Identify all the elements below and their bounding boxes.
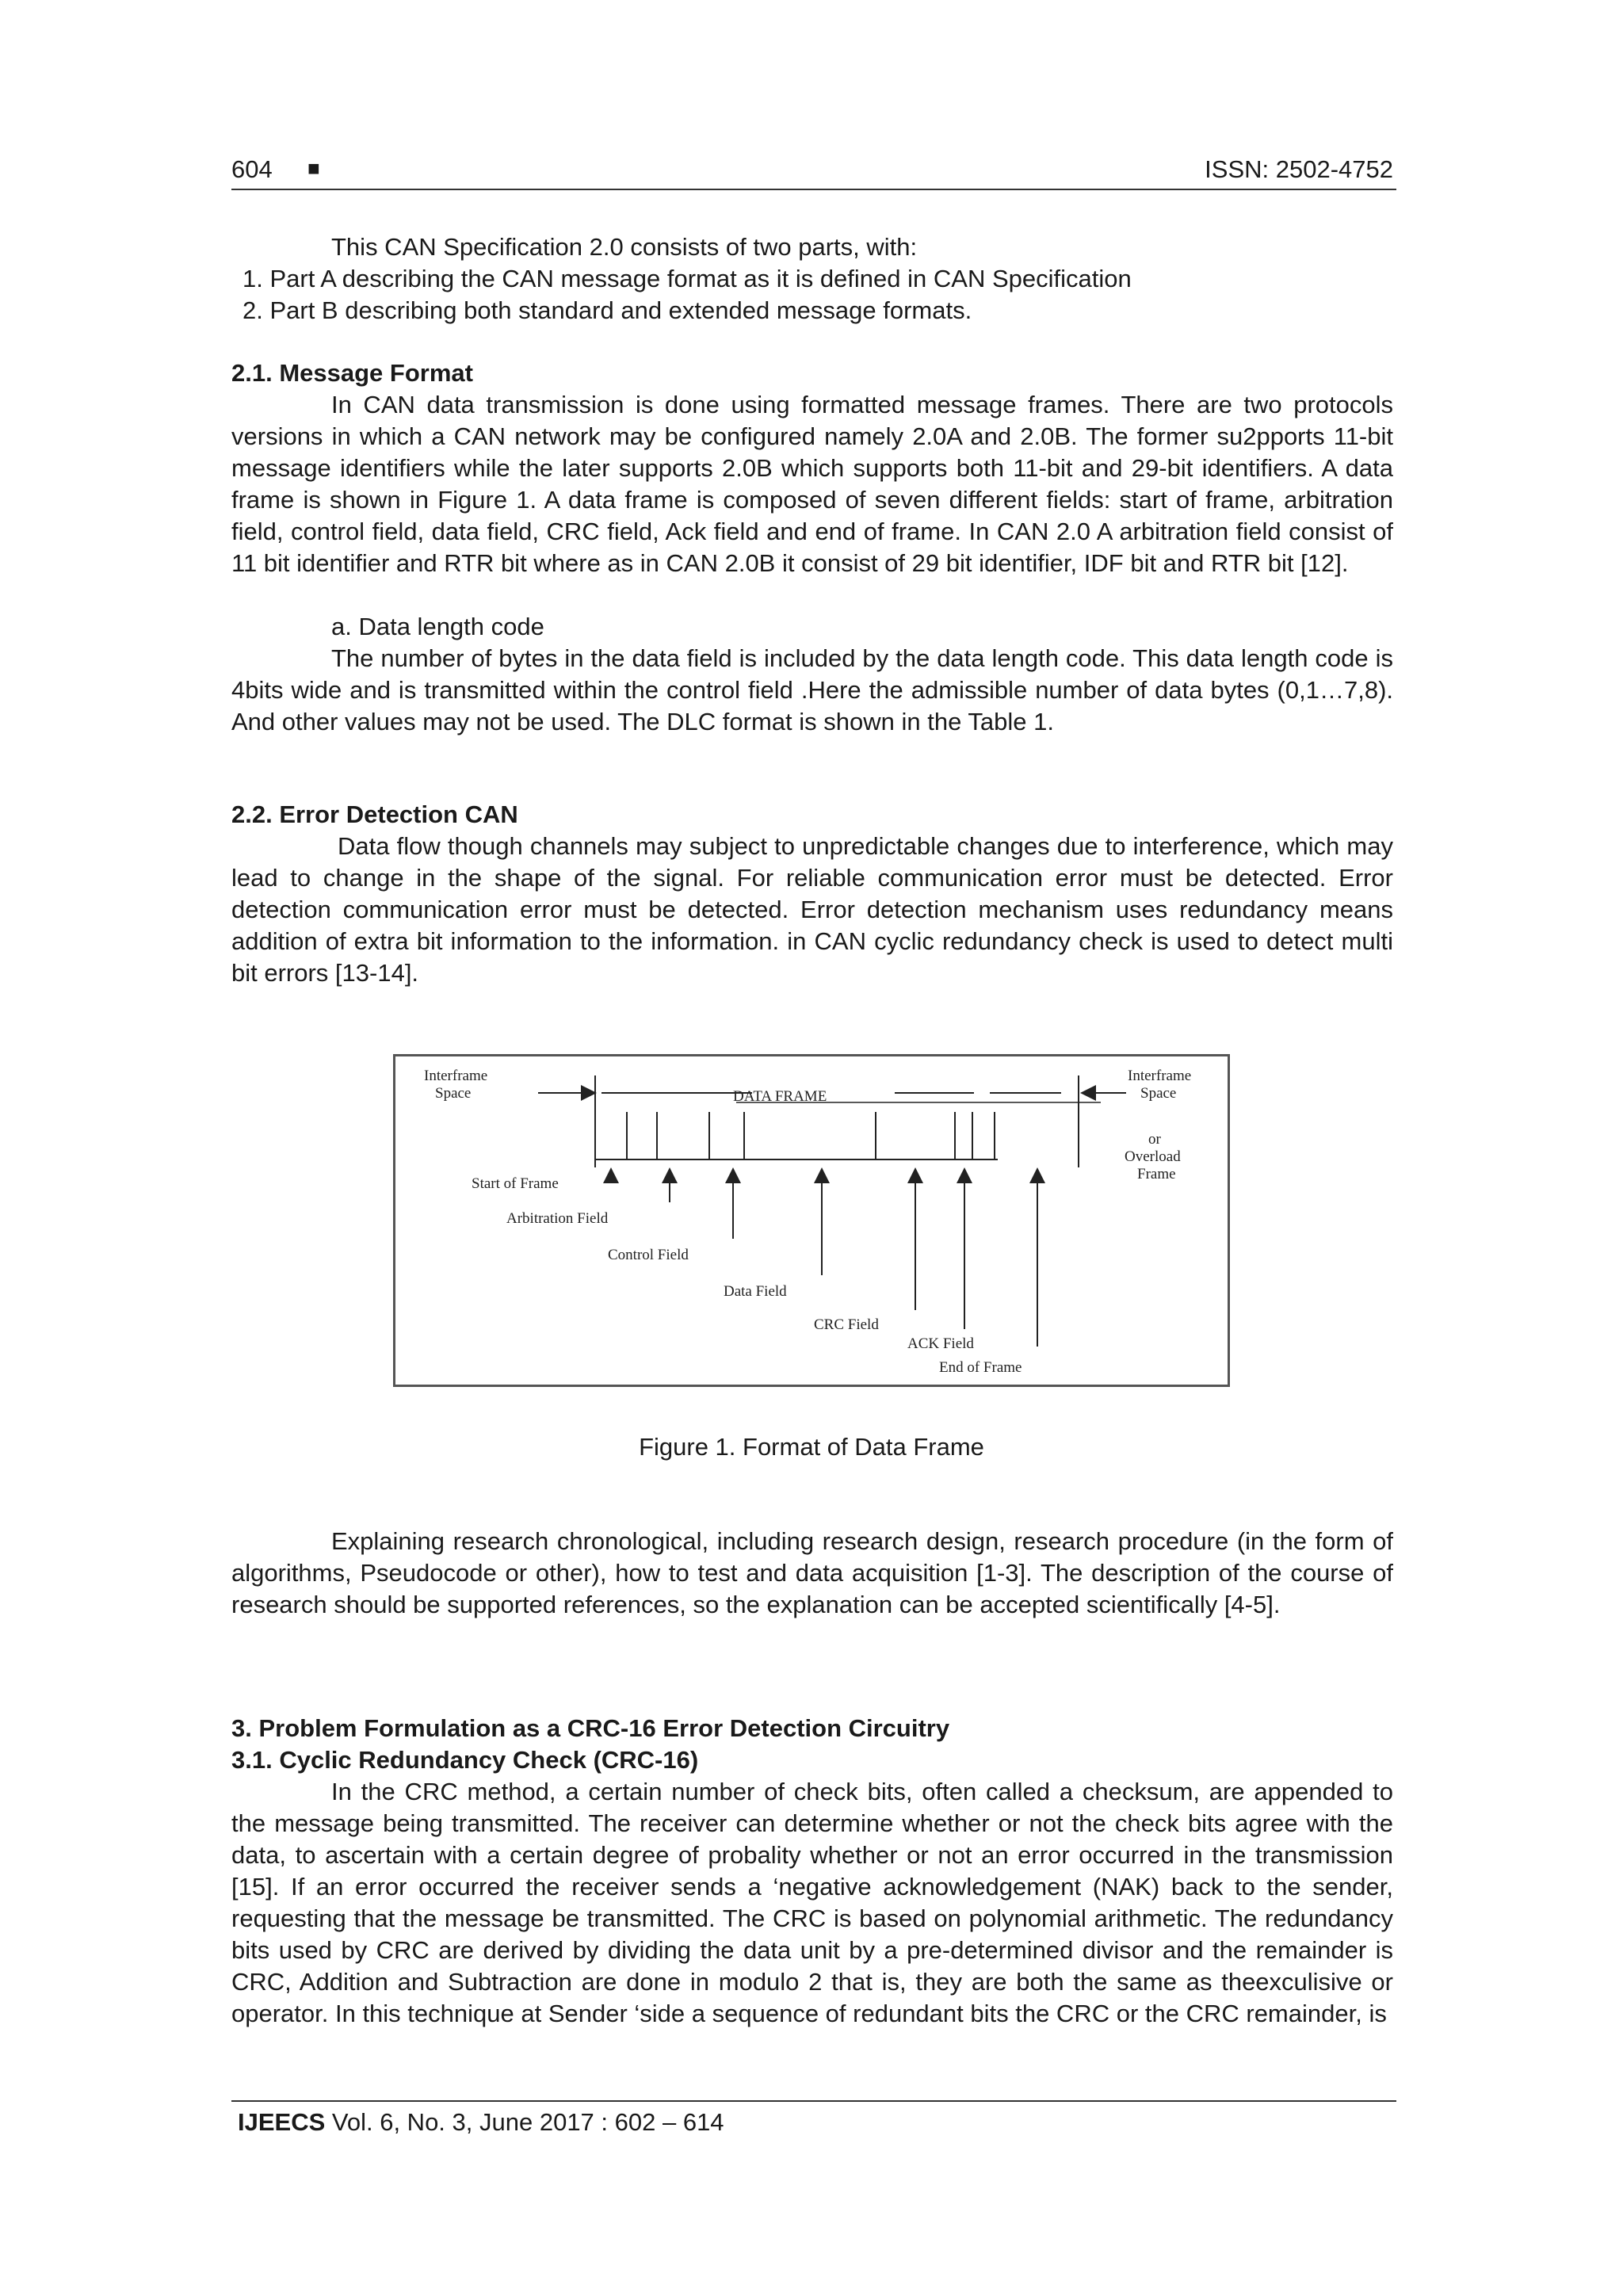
header-square-icon: ■	[307, 156, 320, 180]
label-ack-field: ACK Field	[907, 1335, 974, 1352]
label-data-frame: DATA FRAME	[733, 1088, 827, 1105]
intro-lead: This CAN Specification 2.0 consists of two parts, with:	[331, 233, 918, 261]
section-2-1-para1: In CAN data transmission is done using formatted message frames. There are two protocols versions in which a CAN network may be configured namely 2.0A and 2.0B. The former su2pports 11-bit message identifiers while the later supports 2.0B which supports both 11-bit and 29-bit identifiers. A data frame is shown in Figure 1. A data frame is composed of seven different fields: start of frame, arbitration field, control field, data field, CRC field, Ack field and end of frame. In CAN 2.0 A arbitration field consist of 11 bit identifier and RTR bit where as in CAN 2.0B it consist of 29 bit identifier, IDF bit and RTR bit [12].	[231, 391, 1393, 577]
label-or: or	[1148, 1131, 1161, 1148]
data-length-code-item: a. Data length code	[331, 613, 544, 640]
intro-item-1: 1. Part A describing the CAN message format as it is defined in CAN Specification	[242, 265, 1132, 292]
label-interframe-left-2: Space	[435, 1085, 472, 1102]
journal-name: IJEECS	[238, 2108, 326, 2136]
label-start-of-frame: Start of Frame	[472, 1175, 559, 1192]
section-2-2-heading: 2.2. Error Detection CAN	[231, 800, 518, 828]
label-arbitration-field: Arbitration Field	[506, 1210, 609, 1227]
label-crc-field: CRC Field	[814, 1316, 879, 1333]
intro-item-2: 2. Part B describing both standard and extended message formats.	[242, 296, 972, 324]
section-3-1-heading: 3.1. Cyclic Redundancy Check (CRC-16)	[231, 1746, 699, 1774]
footer-rule	[231, 2100, 1396, 2102]
volume-info: Vol. 6, No. 3, June 2017 : 602 – 614	[325, 2108, 724, 2136]
method-paragraph: Explaining research chronological, including research design, research procedure (in the form of algorithms, Pseudocode or other), how to test and data acquisition [1-3]. The description of the course of research should be supported references, so the explanation can be accepted scientifically [4-5].	[231, 1527, 1393, 1618]
label-interframe-right-2: Space	[1140, 1085, 1177, 1102]
label-data-field: Data Field	[724, 1283, 787, 1300]
header-rule	[231, 189, 1396, 190]
section-2-2-para1: Data flow though channels may subject to unpredictable changes due to interference, which may lead to change in the shape of the signal. For reliable communication error must be detected. Error detection communication error must be detected. Error detection mechanism uses redundancy means addition of extra bit information to the information. in CAN cyclic redundancy check is used to detect multi bit errors [13-14].	[231, 832, 1393, 987]
label-interframe-left-1: Interframe	[424, 1068, 488, 1084]
label-control-field: Control Field	[608, 1247, 689, 1263]
data-frame-figure	[393, 1054, 1230, 1387]
section-3-heading: 3. Problem Formulation as a CRC-16 Error Detection Circuitry	[231, 1714, 950, 1742]
label-end-of-frame: End of Frame	[939, 1359, 1022, 1376]
section-2-1-heading: 2.1. Message Format	[231, 359, 473, 387]
label-overload-2: Frame	[1137, 1166, 1176, 1182]
label-interframe-right-1: Interframe	[1128, 1068, 1192, 1084]
section-2-1-para2: The number of bytes in the data field is included by the data length code. This data length code is 4bits wide and is transmitted within the control field .Here the admissible number of data bytes (0,1…7,8). And other values may not be used. The DLC format is shown in the Table 1.	[231, 644, 1393, 735]
figure-caption: Figure 1. Format of Data Frame	[639, 1433, 984, 1461]
label-overload-1: Overload	[1125, 1148, 1181, 1165]
issn-label: ISSN: 2502-4752	[1205, 155, 1393, 183]
data-frame-diagram	[395, 1056, 1228, 1385]
footer-citation	[238, 2107, 724, 2138]
page-number: 604	[231, 155, 273, 183]
section-3-1-para1: In the CRC method, a certain number of check bits, often called a checksum, are appended to the message being transmitted. The receiver can determine whether or not the check bits agree with the data, to ascertain with a certain degree of probality whether or not an error occurred in the transmission [15]. If an error occurred the receiver sends a ‘negative acknowledgement (NAK) back to the sender, requesting that the message be transmitted. The CRC is based on polynomial arithmetic. The redundancy bits used by CRC are derived by dividing the data unit by a pre-determined divisor and the remainder is CRC, Addition and Subtraction are done in modulo 2 that is, they are both the same as theexculisive or operator. In this technique at Sender ‘side a sequence of redundant bits the CRC or the CRC remainder, is	[231, 1778, 1393, 2027]
